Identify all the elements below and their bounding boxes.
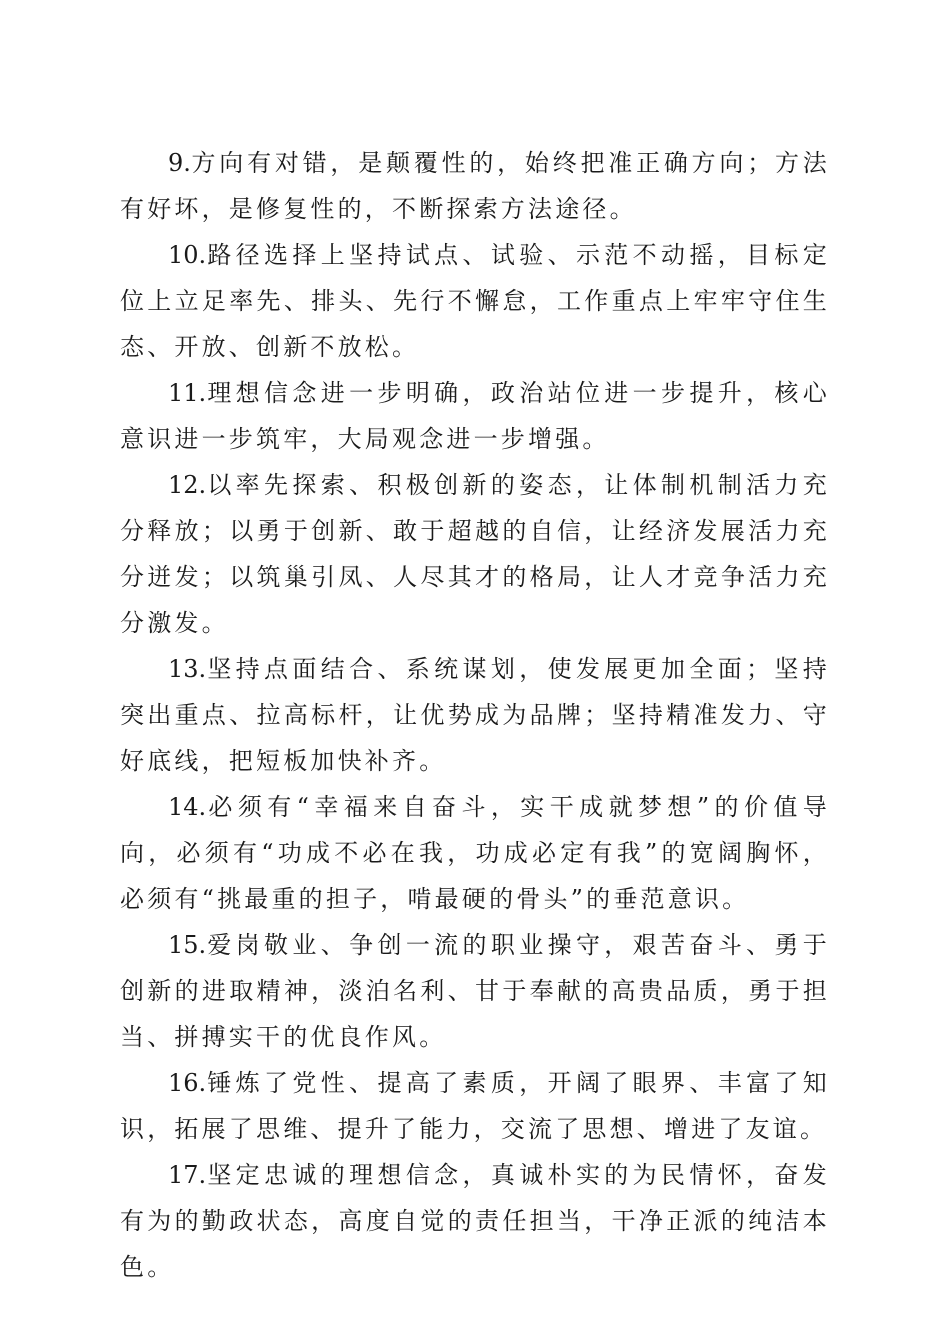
- paragraph-9: [120, 140, 830, 232]
- paragraph-number: 9.: [168, 149, 191, 177]
- paragraph-text: 理想信念进一步明确，政治站位进一步提升，核心意识进一步筑牢，大局观念进一步增强。: [120, 379, 830, 453]
- paragraph-15: [120, 922, 830, 1060]
- paragraph-13: [120, 646, 830, 784]
- paragraph-number: 16.: [168, 1069, 207, 1097]
- paragraph-text: 锤炼了党性、提高了素质，开阔了眼界、丰富了知识，拓展了思维、提升了能力，交流了思想、增进了友谊。: [120, 1069, 830, 1143]
- paragraph-12: [120, 462, 830, 646]
- paragraph-number: 15.: [168, 931, 207, 959]
- paragraph-14: [120, 784, 830, 922]
- paragraph-16: [120, 1060, 830, 1152]
- paragraph-number: 14.: [168, 793, 207, 821]
- paragraph-10: [120, 232, 830, 370]
- paragraph-text: 方向有对错，是颠覆性的，始终把准正确方向；方法有好坏，是修复性的，不断探索方法途径。: [120, 149, 830, 223]
- paragraph-text: 坚定忠诚的理想信念，真诚朴实的为民情怀，奋发有为的勤政状态，高度自觉的责任担当，干净正派的纯洁本色。: [120, 1161, 830, 1281]
- paragraph-text: 坚持点面结合、系统谋划，使发展更加全面；坚持突出重点、拉高标杆，让优势成为品牌；坚持精准发力、守好底线，把短板加快补齐。: [120, 655, 830, 775]
- paragraph-11: [120, 370, 830, 462]
- paragraph-number: 10.: [168, 241, 207, 269]
- paragraph-number: 17.: [168, 1161, 207, 1189]
- paragraph-number: 13.: [168, 655, 207, 683]
- paragraph-text: 爱岗敬业、争创一流的职业操守，艰苦奋斗、勇于创新的进取精神，淡泊名利、甘于奉献的高贵品质，勇于担当、拼搏实干的优良作风。: [120, 931, 830, 1051]
- paragraph-17: [120, 1152, 830, 1290]
- document-body: [120, 140, 830, 1290]
- paragraph-text: 以率先探索、积极创新的姿态，让体制机制活力充分释放；以勇于创新、敢于超越的自信，让经济发展活力充分迸发；以筑巢引凤、人尽其才的格局，让人才竞争活力充分激发。: [120, 471, 830, 637]
- paragraph-number: 12.: [168, 471, 207, 499]
- paragraph-number: 11.: [168, 379, 207, 407]
- paragraph-text: 必须有“幸福来自奋斗，实干成就梦想”的价值导向，必须有“功成不必在我，功成必定有我”的宽阔胸怀，必须有“挑最重的担子，啃最硬的骨头”的垂范意识。: [120, 793, 830, 913]
- paragraph-text: 路径选择上坚持试点、试验、示范不动摇，目标定位上立足率先、排头、先行不懈怠，工作重点上牢牢守住生态、开放、创新不放松。: [120, 241, 830, 361]
